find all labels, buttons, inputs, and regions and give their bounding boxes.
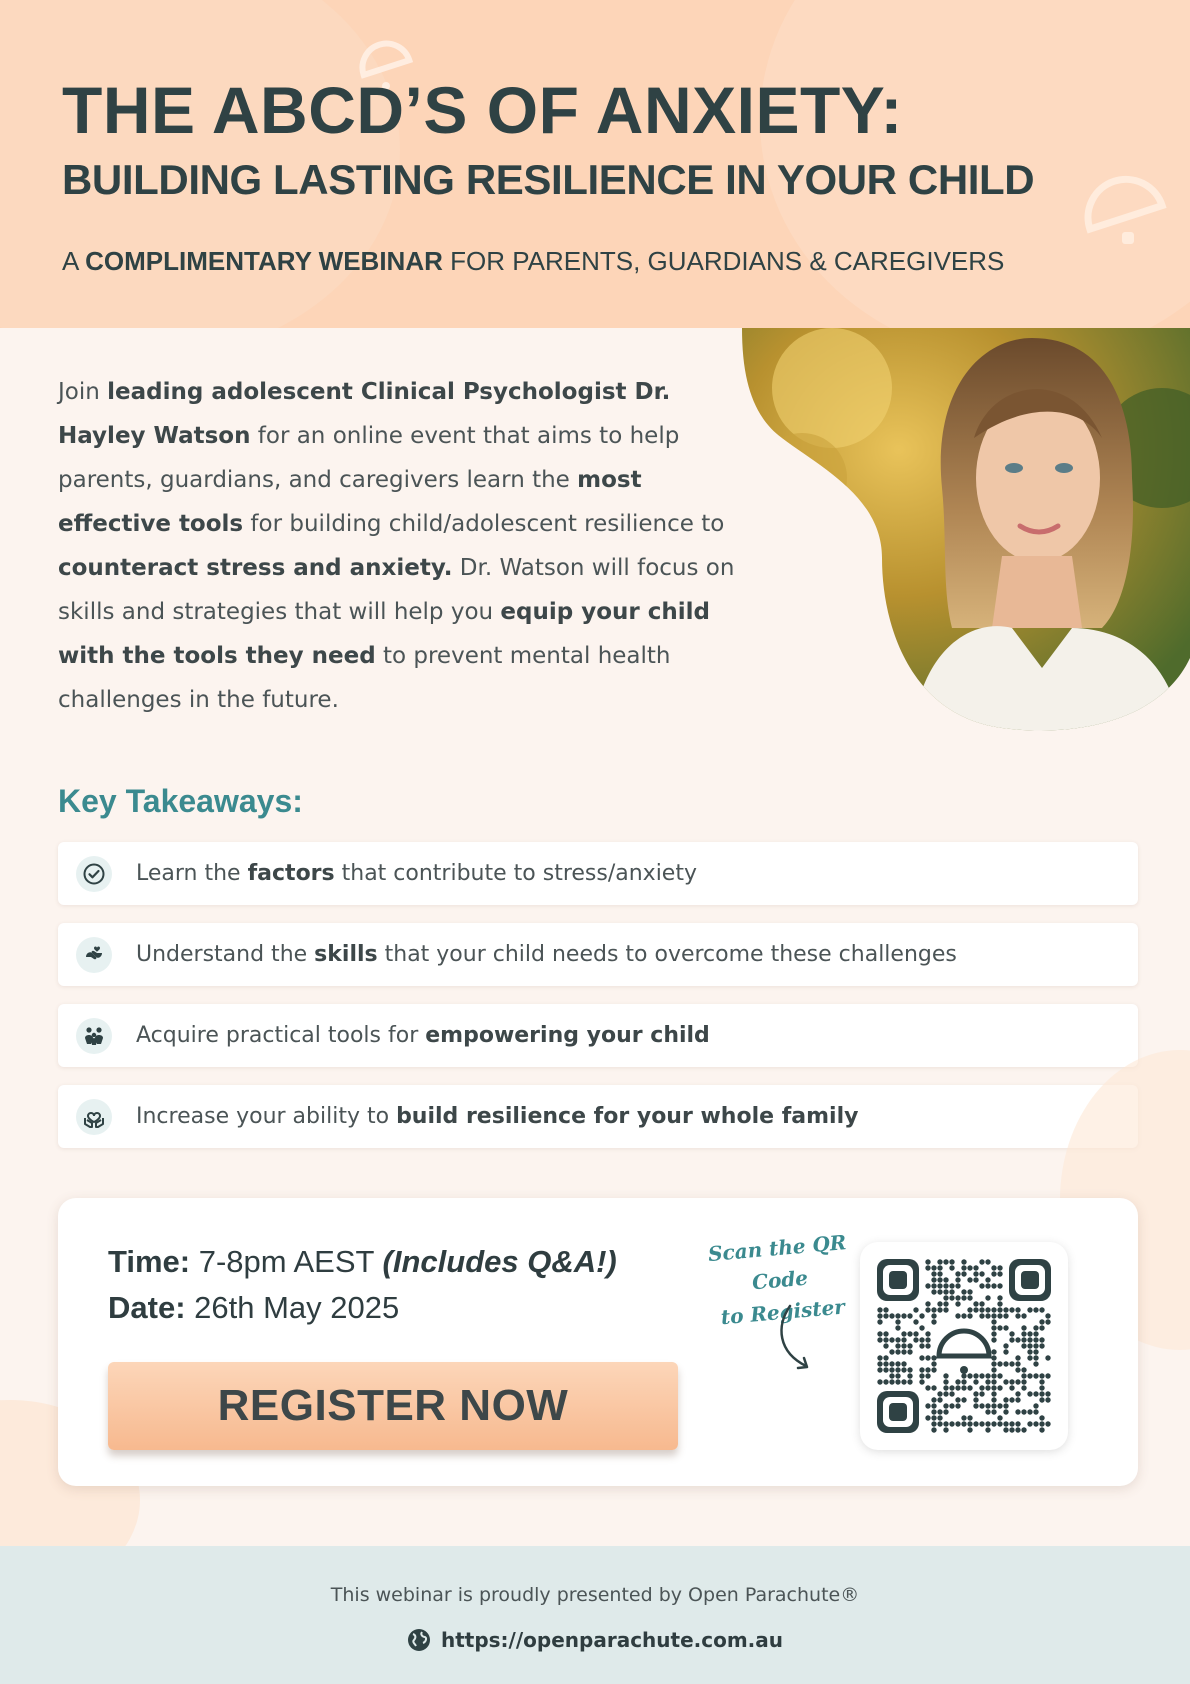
takeaway-bold-text: skills	[314, 942, 378, 967]
speaker-photo	[742, 328, 1190, 734]
takeaway-text-part: Increase your ability to	[136, 1104, 397, 1129]
qr-code[interactable]	[860, 1242, 1068, 1450]
presented-by-text: This webinar is proudly presented by Open Parachute®	[330, 1584, 860, 1606]
intro-bold-text: equip your child with the tools they need	[58, 599, 710, 669]
takeaway-text-part: Acquire practical tools for	[136, 1023, 426, 1048]
check-circle-icon	[76, 856, 112, 892]
page-title: THE ABCD’S OF ANXIETY:	[62, 73, 903, 147]
takeaway-text-part: Learn the	[136, 861, 248, 886]
heart-hands-icon	[76, 1099, 112, 1135]
intro-text: Dr. Watson will focus on skills and strategies that will help you	[58, 555, 735, 625]
event-date	[108, 1290, 399, 1326]
time-value: 7-8pm AEST	[190, 1244, 383, 1279]
intro-bold-text: most effective tools	[58, 467, 642, 537]
date-value: 26th May 2025	[185, 1290, 400, 1325]
takeaway-bold-text: empowering your child	[425, 1023, 710, 1048]
qr-code-graphic	[860, 1242, 1068, 1450]
page-subtitle: BUILDING LASTING RESILIENCE IN YOUR CHILD	[62, 156, 1035, 203]
takeaway-bold-text: build resilience for your whole family	[396, 1104, 859, 1129]
time-label: Time:	[108, 1244, 191, 1279]
takeaways-list	[58, 842, 1138, 1166]
takeaway-text	[136, 1023, 710, 1048]
footer	[0, 1546, 1190, 1684]
takeaway-text-part: Understand the	[136, 942, 315, 967]
takeaway-text-part: that contribute to stress/anxiety	[334, 861, 697, 886]
website-link[interactable]: https://openparachute.com.au	[440, 1628, 784, 1652]
intro-paragraph	[58, 370, 748, 722]
family-icon	[76, 1018, 112, 1054]
intro-bold-text: counteract stress and anxiety.	[58, 555, 453, 581]
event-time	[108, 1244, 617, 1280]
takeaway-item	[58, 923, 1138, 986]
takeaway-item	[58, 1085, 1138, 1148]
time-note: (Includes Q&A!)	[382, 1244, 617, 1279]
registration-card	[58, 1198, 1138, 1486]
takeaway-item	[58, 1004, 1138, 1067]
globe-icon	[407, 1628, 431, 1652]
takeaway-item	[58, 842, 1138, 905]
website-link-row	[0, 1628, 1190, 1652]
takeaway-text	[136, 942, 957, 967]
scan-note-line: to Register	[719, 1294, 846, 1330]
tagline-highlight: COMPLIMENTARY WEBINAR	[85, 246, 443, 276]
intro-text: to prevent mental health challenges in the future.	[58, 643, 671, 713]
register-now-button[interactable]: REGISTER NOW	[108, 1362, 678, 1450]
takeaway-bold-text: factors	[247, 861, 335, 886]
hands-heart-icon	[76, 937, 112, 973]
takeaway-text-part: that your child needs to overcome these challenges	[377, 942, 957, 967]
takeaway-text	[136, 861, 697, 886]
tagline-suffix: FOR PARENTS, GUARDIANS & CAREGIVERS	[442, 246, 1005, 276]
intro-text: for an online event that aims to help parents, guardians, and caregivers learn the	[58, 423, 680, 493]
date-label: Date:	[108, 1290, 186, 1325]
curved-arrow-icon	[770, 1302, 830, 1382]
tagline-prefix: A	[62, 246, 86, 276]
scan-note-line: Scan the QR Code	[707, 1230, 848, 1295]
header-banner	[0, 0, 1190, 328]
intro-text: Join	[58, 379, 108, 405]
decorative-dot	[1122, 232, 1134, 244]
intro-bold-text: leading adolescent Clinical Psychologist Dr. Hayley Watson	[58, 379, 671, 449]
intro-text: for building child/adolescent resilience to	[243, 511, 725, 537]
takeaway-text	[136, 1104, 858, 1129]
takeaways-heading: Key Takeaways:	[58, 783, 303, 819]
webinar-tagline	[62, 246, 1004, 277]
